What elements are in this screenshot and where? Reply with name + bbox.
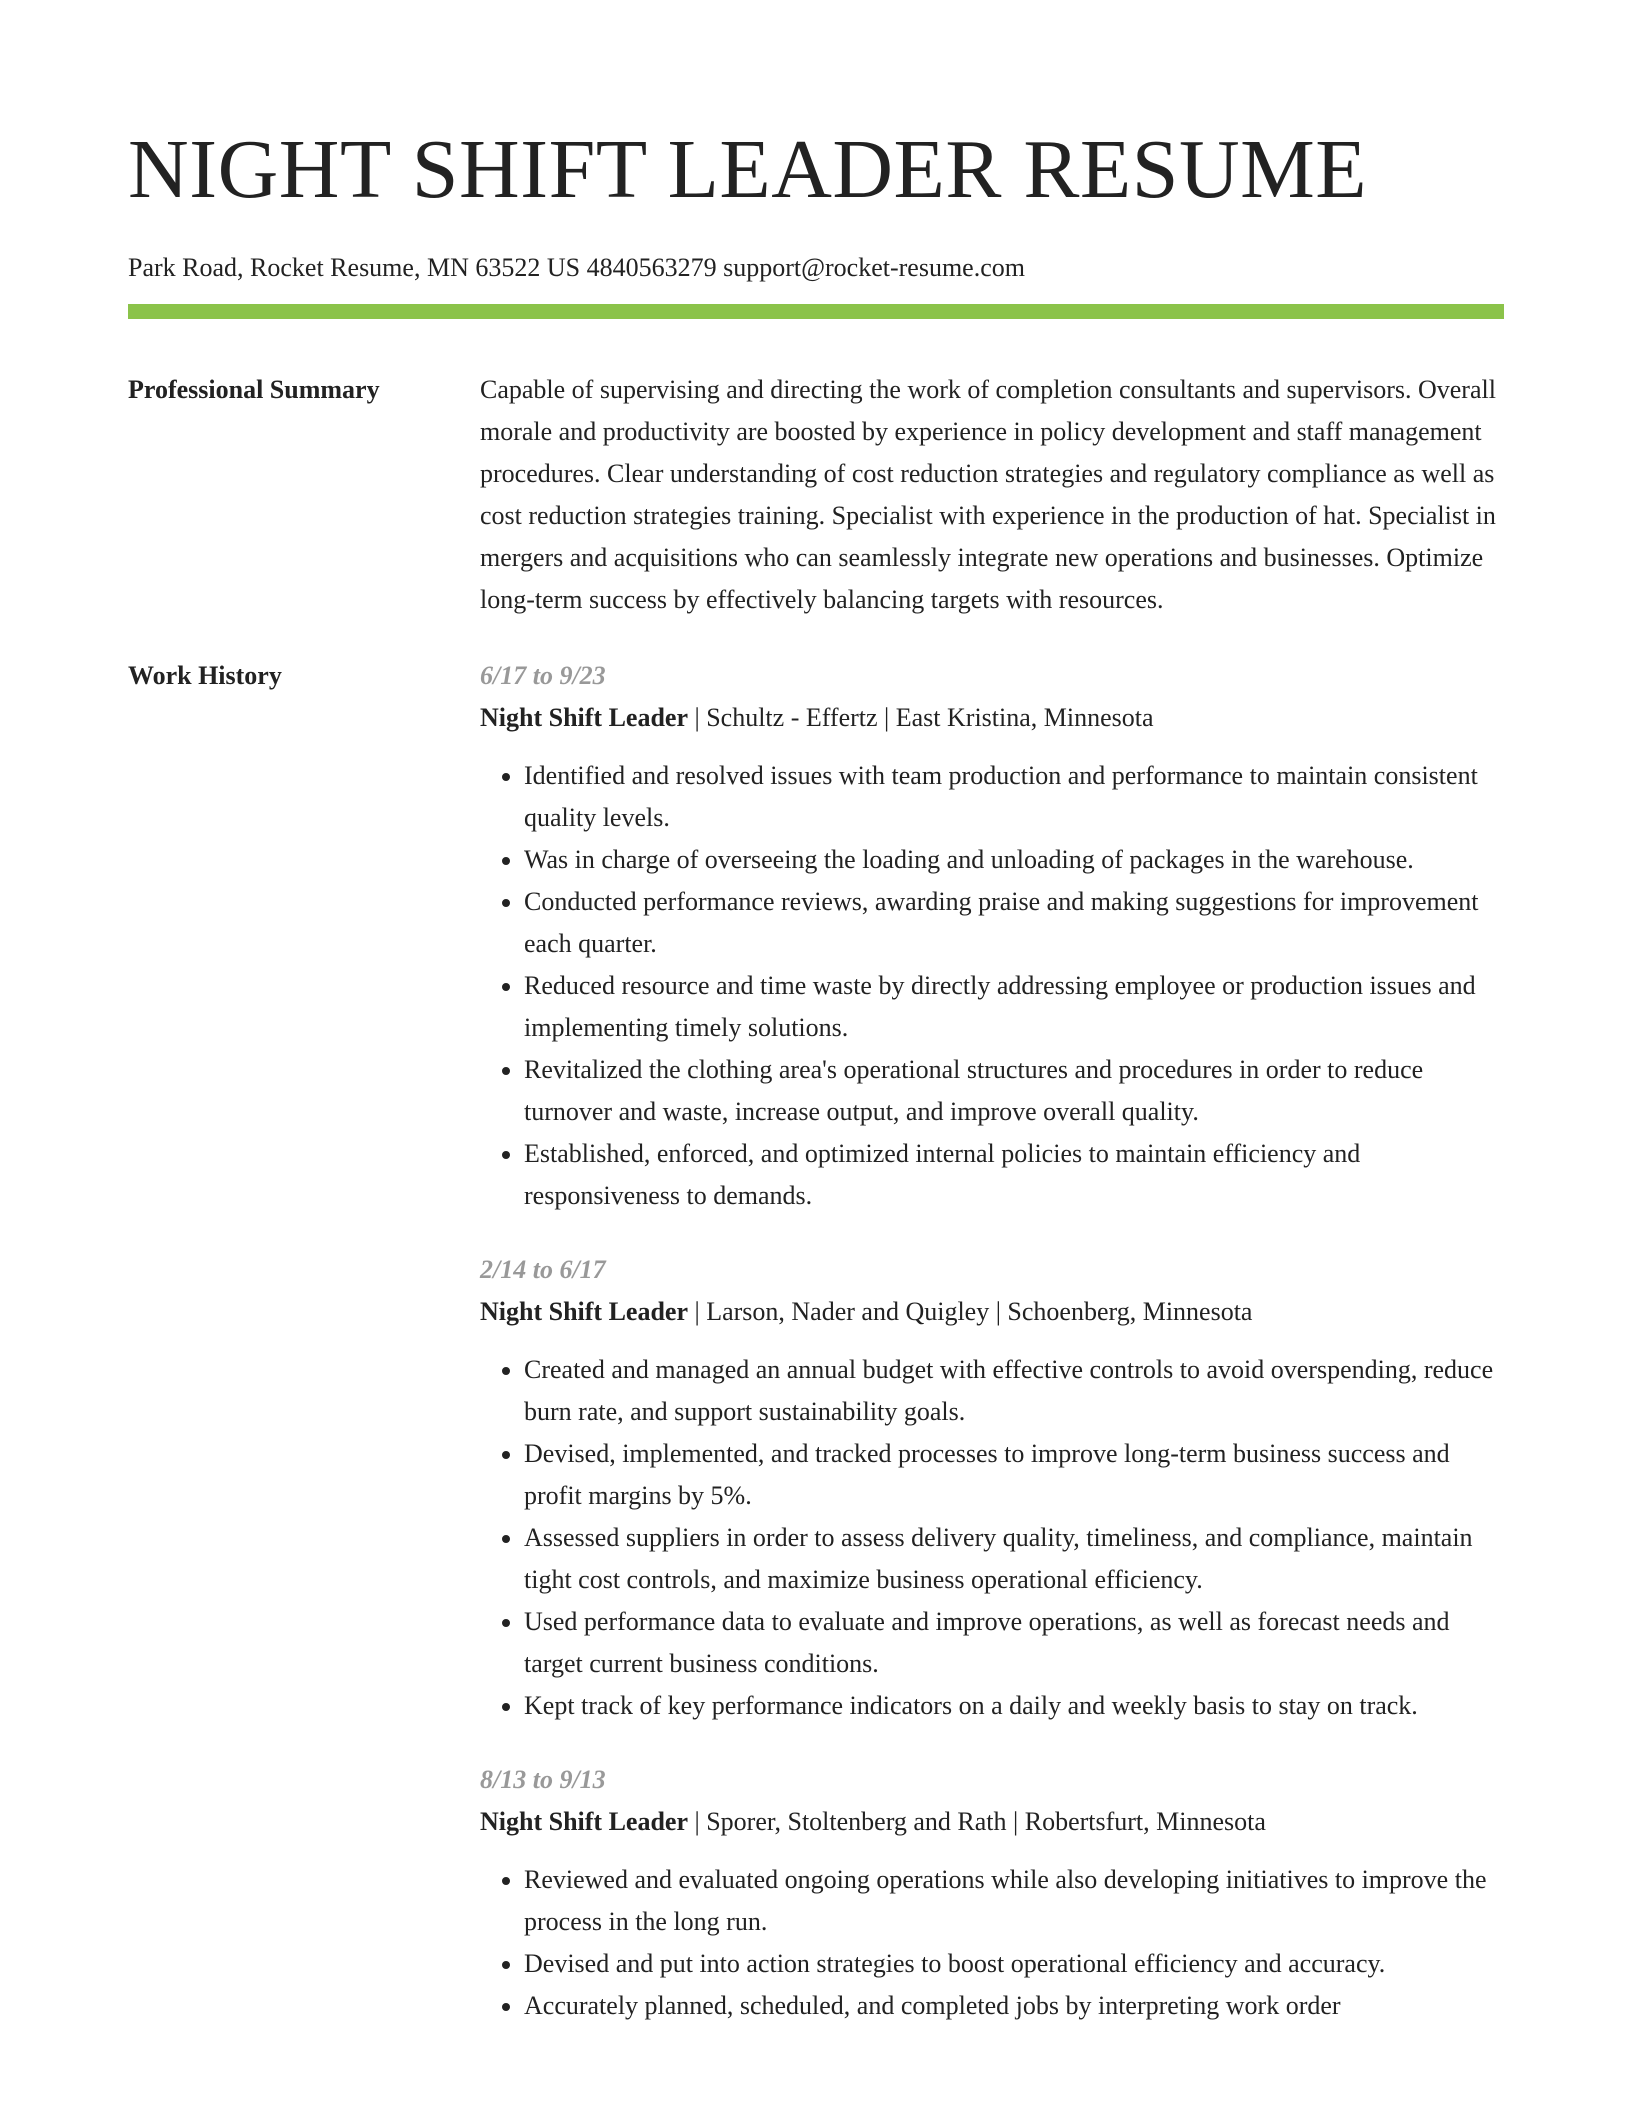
job-bullet: • Reduced resource and time waste by directly addressing employee or production issues and implementing timely solutions. (524, 965, 1504, 1049)
resume-page (128, 0, 1504, 2112)
job-bullet-list (480, 1859, 1504, 2027)
accent-divider (128, 304, 1504, 319)
work-history-section (128, 655, 1504, 2027)
job-heading (480, 1291, 1504, 1333)
summary-text: Capable of supervising and directing the work of completion consultants and supervisors. Overall morale and productivity are boosted by experience in policy development and staff management procedures. Clear understanding of cost reduction strategies and regulatory compliance as well as cost reduction strategies training. Specialist with experience in the production of hat. Specialist in mergers and acquisitions who can seamlessly integrate new operations and businesses. Optimize long-term success by effectively balancing targets with resources. (480, 375, 1496, 614)
job-bullet: • Used performance data to evaluate and improve operations, as well as forecast needs and target current business conditions. (524, 1601, 1504, 1685)
job-employer-location: | Larson, Nader and Quigley | Schoenberg, Minnesota (688, 1297, 1253, 1326)
work-history-body (480, 655, 1504, 2027)
job-bullet: • Was in charge of overseeing the loading and unloading of packages in the warehouse. (524, 839, 1504, 881)
job-bullet: • Assessed suppliers in order to assess delivery quality, timeliness, and compliance, maintain tight cost controls, and maximize business operational efficiency. (524, 1517, 1504, 1601)
job-dates: 2/14 to 6/17 (480, 1255, 606, 1284)
job-title: Night Shift Leader (480, 1297, 688, 1326)
job-bullet: • Reviewed and evaluated ongoing operations while also developing initiatives to improve the process in the long run. (524, 1859, 1504, 1943)
job-bullet-list (480, 755, 1504, 1217)
job-employer-location: | Schultz - Effertz | East Kristina, Minnesota (688, 703, 1154, 732)
summary-body (480, 369, 1504, 621)
job-bullet: • Devised, implemented, and tracked processes to improve long-term business success and profit margins by 5%. (524, 1433, 1504, 1517)
section-label-work-history: Work History (128, 661, 282, 690)
resume-title: NIGHT SHIFT LEADER RESUME (128, 123, 1368, 216)
job-bullet: • Accurately planned, scheduled, and completed jobs by interpreting work order (524, 1985, 1504, 2027)
job-bullet: • Devised and put into action strategies to boost operational efficiency and accuracy. (524, 1943, 1504, 1985)
job-dates: 8/13 to 9/13 (480, 1765, 606, 1794)
section-label-professional-summary: Professional Summary (128, 375, 380, 404)
job-bullet: • Revitalized the clothing area's operational structures and procedures in order to reduce turnover and waste, increase output, and improve overall quality. (524, 1049, 1504, 1133)
job-dates: 6/17 to 9/23 (480, 661, 606, 690)
job-heading (480, 1801, 1504, 1843)
job-entry (480, 1249, 1504, 1727)
job-employer-location: | Sporer, Stoltenberg and Rath | Robertsfurt, Minnesota (688, 1807, 1266, 1836)
job-entry (480, 1759, 1504, 2027)
job-bullet: • Kept track of key performance indicators on a daily and weekly basis to stay on track. (524, 1685, 1504, 1727)
job-bullet-list (480, 1349, 1504, 1727)
job-heading (480, 697, 1504, 739)
job-title: Night Shift Leader (480, 703, 688, 732)
job-bullet: • Conducted performance reviews, awarding praise and making suggestions for improvement each quarter. (524, 881, 1504, 965)
job-bullet: • Identified and resolved issues with team production and performance to maintain consistent quality levels. (524, 755, 1504, 839)
job-bullet: • Established, enforced, and optimized internal policies to maintain efficiency and responsiveness to demands. (524, 1133, 1504, 1217)
contact-info: Park Road, Rocket Resume, MN 63522 US 4840563279 support@rocket-resume.com (128, 253, 1025, 282)
job-title: Night Shift Leader (480, 1807, 688, 1836)
job-entry (480, 655, 1504, 1217)
job-bullet: • Created and managed an annual budget with effective controls to avoid overspending, reduce burn rate, and support sustainability goals. (524, 1349, 1504, 1433)
professional-summary-section (128, 369, 1504, 621)
